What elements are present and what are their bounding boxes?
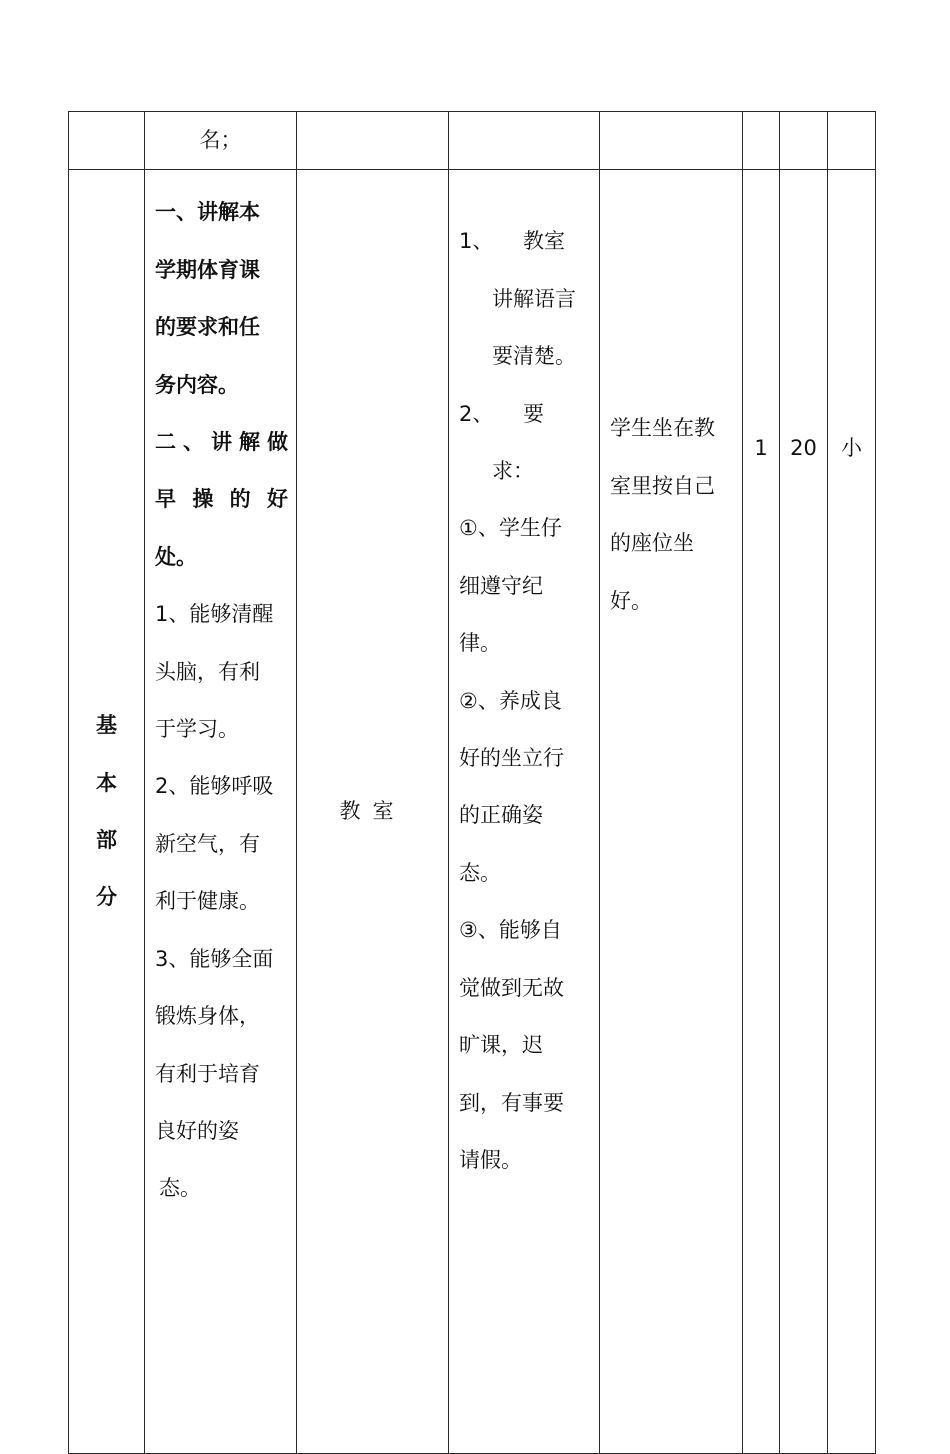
requirement-text: 要 [523, 401, 544, 426]
sub-item-line: 细遵守纪 [459, 573, 543, 598]
heading2-char: 解 [239, 430, 260, 455]
count-value: 1 [754, 436, 768, 461]
section-label-char: 部 [96, 827, 117, 852]
item-line: 头脑，有利 [155, 659, 260, 684]
content-cell-continued [145, 112, 297, 170]
requirement-line [459, 213, 593, 270]
section-cell-empty [69, 112, 145, 170]
organization-line: 好。 [610, 588, 652, 613]
heading2-char: 二 [155, 430, 176, 455]
heading2-line [155, 414, 288, 471]
section-label-char: 本 [96, 770, 117, 795]
organization-cell [600, 170, 743, 1454]
venue-cell-empty [297, 112, 449, 170]
requirements-cell-empty [449, 112, 600, 170]
sub-item-line: ①、学生仔 [459, 516, 562, 541]
sub-item-line: 觉做到无故 [459, 975, 564, 1000]
sub-item-line: 好的坐立行 [459, 746, 564, 771]
heading2-char: 的 [229, 487, 251, 512]
sub-item-line: ②、养成良 [459, 688, 562, 713]
item-line: 于学习。 [155, 717, 239, 742]
item-line: 锻炼身体， [155, 1004, 260, 1029]
item-line: 利于健康。 [155, 889, 260, 914]
heading1-line: 一、讲解本 [155, 200, 260, 225]
heading2-char: 操 [192, 487, 214, 512]
intensity-cell-empty [828, 112, 876, 170]
item-line: 新空气，有 [155, 831, 260, 856]
item-line: 1、能够清醒 [155, 602, 274, 627]
heading2-char: 、 [183, 430, 204, 455]
requirement-text: 教室 [523, 229, 565, 254]
heading2-char: 做 [267, 430, 288, 455]
sub-item-line: 律。 [459, 631, 501, 656]
heading2-char: 讲 [211, 430, 232, 455]
time-cell [780, 170, 828, 1454]
lesson-plan-table [68, 111, 876, 1454]
section-label-char: 分 [96, 885, 117, 910]
item-line: 2、能够呼吸 [155, 774, 274, 799]
requirement-line: 讲解语言 [492, 286, 576, 311]
heading1-line: 学期体育课 [155, 257, 260, 282]
heading2-line: 处。 [155, 544, 197, 569]
content-cell [145, 170, 297, 1454]
sub-item-line: 到，有事要 [459, 1090, 564, 1115]
requirements-cell [449, 170, 600, 1454]
requirement-line [459, 386, 593, 443]
requirement-line: 求： [492, 459, 534, 484]
item-line: 3、能够全面 [155, 946, 274, 971]
heading2-line [155, 471, 288, 528]
heading1-line: 的要求和任 [155, 315, 260, 340]
organization-line: 的座位坐 [610, 531, 694, 556]
organization-line: 室里按自己 [610, 473, 715, 498]
sub-item-line: 旷课，迟 [459, 1033, 543, 1058]
item-line: 良好的姿 [155, 1118, 239, 1143]
time-cell-empty [780, 112, 828, 170]
sub-item-line: 请假。 [459, 1147, 522, 1172]
venue-cell [297, 170, 449, 1454]
table-row-basic-section [69, 170, 876, 1454]
time-value: 20 [790, 436, 817, 461]
sub-item-line: 态。 [459, 860, 501, 885]
sub-item-line: 的正确姿 [459, 803, 543, 828]
sub-item-line: ③、能够自 [459, 918, 562, 943]
heading2-char: 好 [266, 487, 288, 512]
section-label-cell [69, 170, 145, 1454]
requirement-number: 1、 [459, 229, 494, 254]
intensity-cell [828, 170, 876, 1454]
intensity-value: 小 [841, 436, 862, 461]
heading1-line: 务内容。 [155, 372, 239, 397]
requirement-line: 要清楚。 [492, 344, 576, 369]
table-row-continued [69, 112, 876, 170]
section-label-char: 基 [96, 713, 117, 738]
organization-cell-empty [600, 112, 743, 170]
organization-line: 学生坐在教 [610, 416, 715, 441]
heading2-char: 早 [155, 487, 176, 512]
item-line: 有利于培育 [155, 1061, 260, 1086]
item-line: 态。 [159, 1176, 201, 1201]
content-tail-text: 名； [199, 128, 242, 152]
requirement-number: 2、 [459, 401, 494, 426]
count-cell [743, 170, 780, 1454]
venue-text: 教室 [339, 799, 406, 824]
count-cell-empty [743, 112, 780, 170]
